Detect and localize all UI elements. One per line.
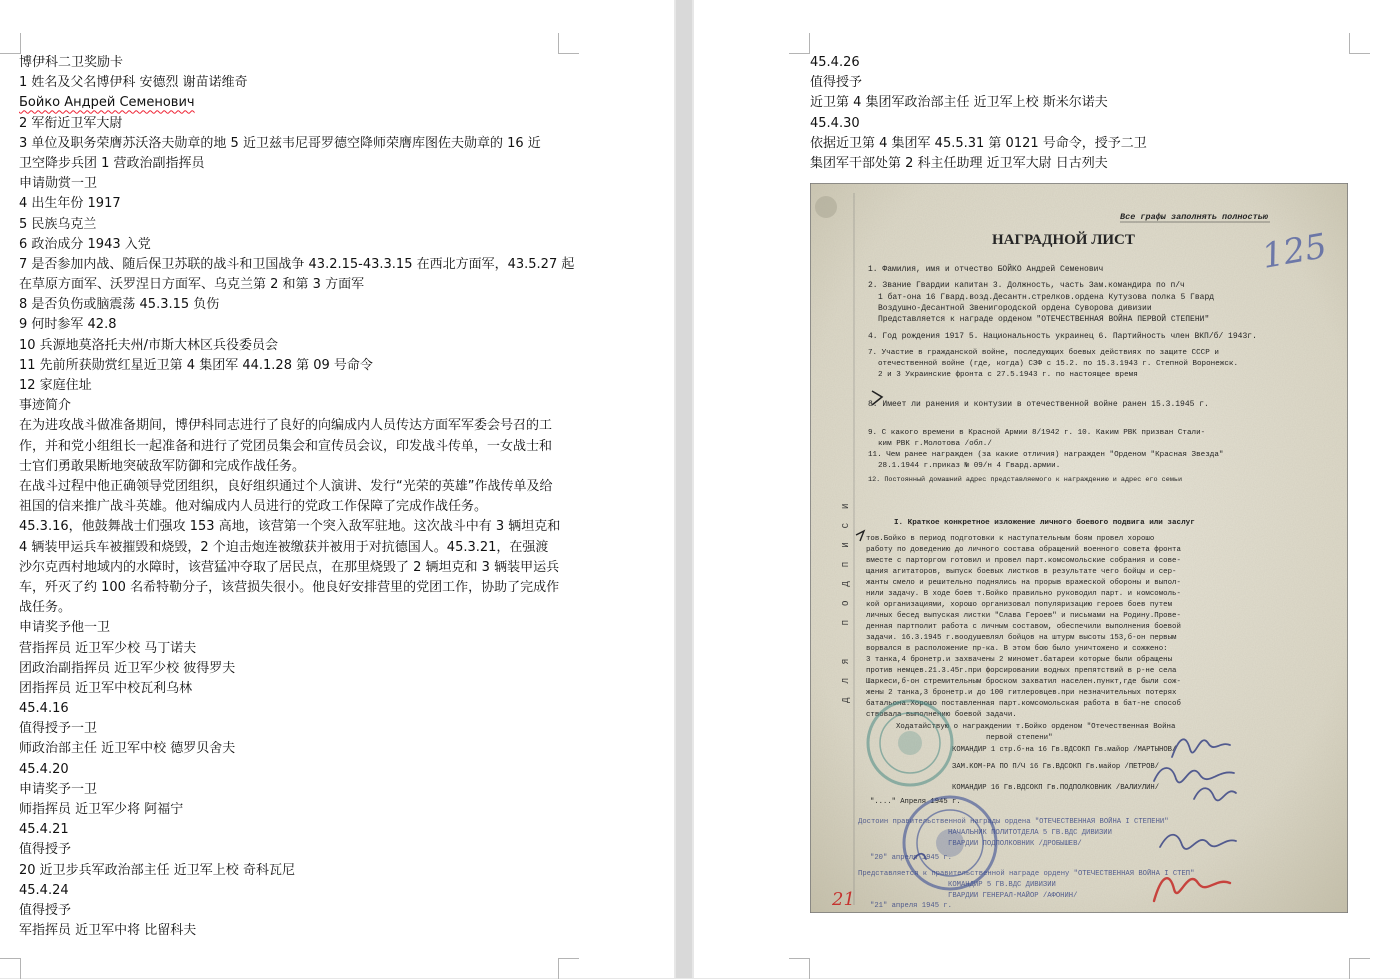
text-line: 2 军衔近卫军大尉 bbox=[19, 115, 123, 131]
form-title: НАГРАДНОЙ ЛИСТ bbox=[992, 232, 1135, 248]
body-line: батальона.Хорошо поставленная парт.комсомольская работа в бат-не способ bbox=[866, 700, 1181, 708]
text-line: 12 家庭住址 bbox=[19, 378, 92, 393]
body-line: тов.Бойко в период подготовки к наступательным боям провел хорошо bbox=[866, 535, 1155, 543]
signature-line: "...." Апреля 1945 г. bbox=[870, 798, 961, 806]
form-row: 7. Участие в гражданской войне, последующих боевых действиях по защите СССР и bbox=[868, 349, 1219, 357]
text-line: 9 何时参军 42.8 bbox=[19, 317, 117, 333]
text-line: 申请奖予一卫 bbox=[19, 781, 98, 797]
form-row: Воздушно-Десантной Звенигородской ордена Суворова дивизии bbox=[878, 304, 1152, 313]
text-line: 师政治部主任 近卫军中校 德罗贝舍夫 bbox=[19, 741, 236, 757]
body-line: личных бесед выпуская листки "Слава Героев" и письмами на Родину.Прове- bbox=[866, 612, 1181, 620]
body-line: нили задачу. В ходе боев т.Бойко правильно руководил парт. и комсомоль- bbox=[866, 590, 1181, 598]
signature-line: КОМАНДИР 1 стр.б-на 16 Гв.ВДСОКП Гв.майор /МАРТЫНОВ/ bbox=[952, 746, 1177, 754]
form-row: 1. Фамилия, имя и отчество БОЙКО Андрей Семенович bbox=[868, 265, 1104, 274]
text-line: 博伊科二卫奖励卡 bbox=[19, 55, 124, 70]
form-row: ким РВК г.Молотова /обл./ bbox=[878, 440, 992, 448]
text-line: 军指挥员 近卫军中将 比留科夫 bbox=[19, 923, 197, 939]
text-line: 申请勋赏一卫 bbox=[19, 176, 98, 192]
text-line: 在草原方面军、沃罗涅日方面军、乌克兰第 2 和第 3 方面军 bbox=[19, 277, 365, 293]
text-line: 4 出生年份 1917 bbox=[19, 196, 121, 212]
body-line: работу по доведению до личного состава обращений военного совета фронта bbox=[866, 546, 1181, 554]
text-line: 11 先前所获勋赏红星近卫第 4 集团军 44.1.28 第 09 号命令 bbox=[19, 357, 373, 373]
body-line: Ходатайствую о награждении т.Бойко орденом "Отечественная Война bbox=[896, 723, 1176, 731]
body-line: щания агитаторов, выпуск боевых листков в результате чего бойцы и сер- bbox=[866, 568, 1177, 576]
text-line: 10 兵源地莫洛托夫州/市斯大林区兵役委员会 bbox=[19, 337, 279, 353]
text-line: 依据近卫第 4 集团军 45.5.31 第 0121 号命令，授予二卫 bbox=[810, 135, 1147, 151]
footer-line: Достоин правительственной награды ордена "ОТЕЧЕСТВЕННАЯ ВОЙНА I СТЕПЕНИ" bbox=[858, 818, 1169, 826]
footer-line: ГВАРДИИ ГЕНЕРАЛ-МАЙОР /АФОНИН/ bbox=[948, 892, 1078, 900]
footer-line: Представляется к правительственной награде ордену "ОТЕЧЕСТВЕННАЯ ВОЙНА I СТЕП" bbox=[858, 870, 1195, 878]
left-page-text bbox=[19, 53, 575, 941]
award-sheet-scan bbox=[810, 183, 1348, 913]
text-line: 7 是否参加内战、随后保卫苏联的战斗和卫国战争 43.2.15-43.3.15 在西北方面军，43.5.27 起 bbox=[19, 256, 575, 272]
text-line: 近卫第 4 集团军政治部主任 近卫军上校 斯米尔诺夫 bbox=[810, 95, 1108, 111]
crop-mark bbox=[789, 958, 810, 979]
right-page-text bbox=[810, 53, 1350, 174]
text-line: 45.4.30 bbox=[810, 115, 860, 131]
text-line: 45.4.16 bbox=[19, 701, 69, 717]
text-line: 1 姓名及父名博伊科 安德烈 谢苗诺维奇 bbox=[19, 75, 248, 91]
signature-line: КОМАНДИР 16 Гв.ВДСОКП Гв.ПОДПОЛКОВНИК /ВАЛИУЛИН/ bbox=[952, 784, 1160, 792]
text-line: 20 近卫步兵军政治部主任 近卫军上校 奇科瓦尼 bbox=[19, 862, 295, 878]
text-line: 卫空降步兵团 1 营政治副指挥员 bbox=[19, 155, 205, 171]
signature-line: ЗАМ.КОМ-РА ПО П/Ч 16 Гв.ВДСОКП Гв.майор /ПЕТРОВ/ bbox=[952, 763, 1160, 771]
crop-mark bbox=[789, 33, 810, 54]
footer-line: ГВАРДИИ ПОДПОЛКОВНИК /ДРОБЫШЕВ/ bbox=[948, 840, 1082, 848]
text-line: 团政治副指挥员 近卫军少校 彼得罗夫 bbox=[19, 660, 236, 676]
text-line: 申请奖予他一卫 bbox=[19, 620, 111, 636]
text-line: Бойко Андрей Семенович bbox=[19, 95, 195, 111]
page-gap bbox=[676, 0, 692, 978]
body-line: первой степени" bbox=[986, 734, 1053, 742]
text-line: 45.4.21 bbox=[19, 822, 69, 838]
footer-line: НАЧАЛЬНИК ПОЛИТОТДЕЛА 5 ГВ.ВДС ДИВИЗИИ bbox=[948, 829, 1112, 837]
footer-line: КОМАНДИР 5 ГВ.ВДС ДИВИЗИИ bbox=[948, 881, 1056, 889]
body-line: ворвался в расположение пр-ка. В этом бою было уничтожено и сожжено: bbox=[866, 645, 1168, 653]
footer-line: "20" апреля 1945 г. bbox=[870, 854, 952, 862]
text-paragraph: 45.3.16，他鼓舞战士们强攻 153 高地，该营第一个突入敌军驻地。这次战斗中有 3 辆坦克和 4 辆装甲运兵车被摧毁和烧毁，2 个迫击炮连被缴获并被用于对抗德国人。45.3.21，在强渡沙尔克西村地域内的水障时，该营猛冲夺取了居民点，在那里烧毁了 2 辆坦克和 3 辆装甲运兵车，歼灭了约 100 名希特勒分子，该营损失很小。他良好安排营里的党团工作，协助了完成作战任务。 bbox=[19, 519, 561, 616]
text-line: 8 是否负伤或脑震荡 45.3.15 负伤 bbox=[19, 297, 220, 313]
form-row: Представляется к награде орденом "ОТЕЧЕСТВЕННАЯ ВОЙНА ПЕРВОЙ СТЕПЕНИ" bbox=[878, 315, 1210, 324]
body-line: Шаркеси,б-он стремительным броском захватил населен.пункт,где были сож- bbox=[866, 678, 1181, 686]
text-line: 3 单位及职务荣膺苏沃洛夫勋章的地 5 近卫兹韦尼哥罗德空降师荣膺库图佐夫勋章的 16 近 bbox=[19, 135, 541, 151]
vertical-side-text: ДЛЯ ПОДПИСИ bbox=[841, 489, 851, 703]
form-row: 28.1.1944 г.приказ № 09/н 4 Гвард.армии. bbox=[878, 462, 1061, 470]
text-paragraph: 在为进攻战斗做准备期间，博伊科同志进行了良好的向编成内人员传达方面军军委会号召的工作，并和党小组组长一起准备和进行了党团员集会和宣传员会议，印发战斗传单，一女战士和士官们勇敢果断地突破敌军防御和完成作战任务。 bbox=[19, 418, 553, 474]
form-row: 2. Звание Гвардии капитан 3. Должность, часть Зам.командира по п/ч bbox=[868, 281, 1185, 290]
text-line: 团指挥员 近卫军中校瓦利乌林 bbox=[19, 680, 193, 696]
punch-hole-mark bbox=[815, 196, 837, 218]
text-line: 45.4.24 bbox=[19, 882, 69, 898]
handwritten-number: 125 bbox=[1258, 226, 1330, 277]
form-row: отечественной войне (где, когда) СЗФ с 15.2. по 15.3.1943 г. Степной Воронежск. bbox=[878, 360, 1239, 368]
form-row: 2 и 3 Украинские фронта с 27.5.1943 г. по настоящее время bbox=[878, 371, 1138, 379]
text-line: 营指挥员 近卫军少校 马丁诺夫 bbox=[19, 640, 197, 656]
form-row: 8. Имеет ли ранения и контузии в отечественной войне ранен 15.3.1945 г. bbox=[868, 400, 1209, 409]
text-line: 值得授予 bbox=[19, 902, 72, 918]
form-row: 9. С какого времени в Красной Армии 8/1942 г. 10. Каким РВК призван Стали- bbox=[868, 429, 1206, 437]
text-line: 师指挥员 近卫军少将 阿福宁 bbox=[19, 802, 184, 818]
text-line: 值得授予 bbox=[19, 842, 72, 858]
form-row: 12. Постоянный домашний адрес представляемого к награждению и адрес его семьи bbox=[868, 476, 1183, 484]
crop-mark bbox=[1349, 958, 1370, 979]
header-note: Все графы заполнять полностью bbox=[1120, 212, 1268, 222]
text-line: 值得授予一卫 bbox=[19, 721, 98, 737]
body-line: против немцев.21.3.45г.при форсировании водных препятствий в р-не села bbox=[866, 667, 1177, 675]
form-row: 11. Чем ранее награжден (за какие отличия) награжден "Орденом "Красная Звезда" bbox=[868, 451, 1224, 459]
body-line: вместе с парторгом готовил и провел парт.комсомольские собрания и сове- bbox=[866, 557, 1181, 565]
form-row: 1 бат-она 16 Гвард.возд.Десантн.стрелков.ордена Кутузова полка 5 Гвард bbox=[878, 293, 1215, 302]
text-line: 45.4.20 bbox=[19, 761, 69, 777]
text-line: 45.4.26 bbox=[810, 55, 860, 70]
body-line: задачи. 16.3.1945 г.воодушевлял бойцов на штурм высоты 153,б-он первым bbox=[866, 634, 1177, 642]
footer-line: "21" апреля 1945 г. bbox=[870, 902, 952, 910]
text-line: 6 政治成分 1943 入党 bbox=[19, 236, 151, 252]
text-line: 5 民族乌克兰 bbox=[19, 216, 97, 232]
body-line: денная партполит работа с личным составом, обеспечили выполнения боевой bbox=[866, 623, 1181, 631]
body-line: жены 2 танка,3 бронетр.и до 100 гитлеровцев.при незначительных потерях bbox=[866, 689, 1177, 697]
body-line: ствовала выполнению боевой задачи. bbox=[866, 711, 1017, 719]
round-stamp-upper bbox=[868, 701, 952, 785]
crop-mark bbox=[0, 33, 21, 54]
crop-mark bbox=[558, 958, 579, 979]
text-line: 值得授予 bbox=[810, 75, 863, 91]
crop-mark bbox=[1349, 33, 1370, 54]
crop-mark bbox=[558, 33, 579, 54]
body-line: 3 танка,4 бронетр.и захвачены 2 миномет.батареи которые были обращены bbox=[866, 656, 1173, 664]
crop-mark bbox=[0, 958, 21, 979]
text-paragraph: 在战斗过程中他正确领导党团组织，良好组织通过个人演讲、发行“光荣的英雄”作战传单及给祖国的信来推广战斗英雄。他对编成内人员进行的党政工作保障了完成作战任务。 bbox=[19, 478, 553, 515]
section-heading: I. Краткое конкретное изложение личного боевого подвига или заслуг bbox=[894, 519, 1195, 527]
body-line: кой организациями, хорошо организовал популяризацию героев боев путем bbox=[866, 601, 1173, 609]
body-line: жанты смело и решительно поднялись на прорыв вражеской обороны и выпол- bbox=[866, 579, 1181, 587]
text-line: 事迹简介 bbox=[19, 398, 72, 414]
text-line: 集团军干部处第 2 科主任助理 近卫军大尉 日古列夫 bbox=[810, 155, 1108, 171]
form-row: 4. Год рождения 1917 5. Национальность украинец 6. Партийность член ВКП/б/ 1943г. bbox=[868, 332, 1257, 341]
red-number-mark: 21 bbox=[832, 889, 855, 910]
